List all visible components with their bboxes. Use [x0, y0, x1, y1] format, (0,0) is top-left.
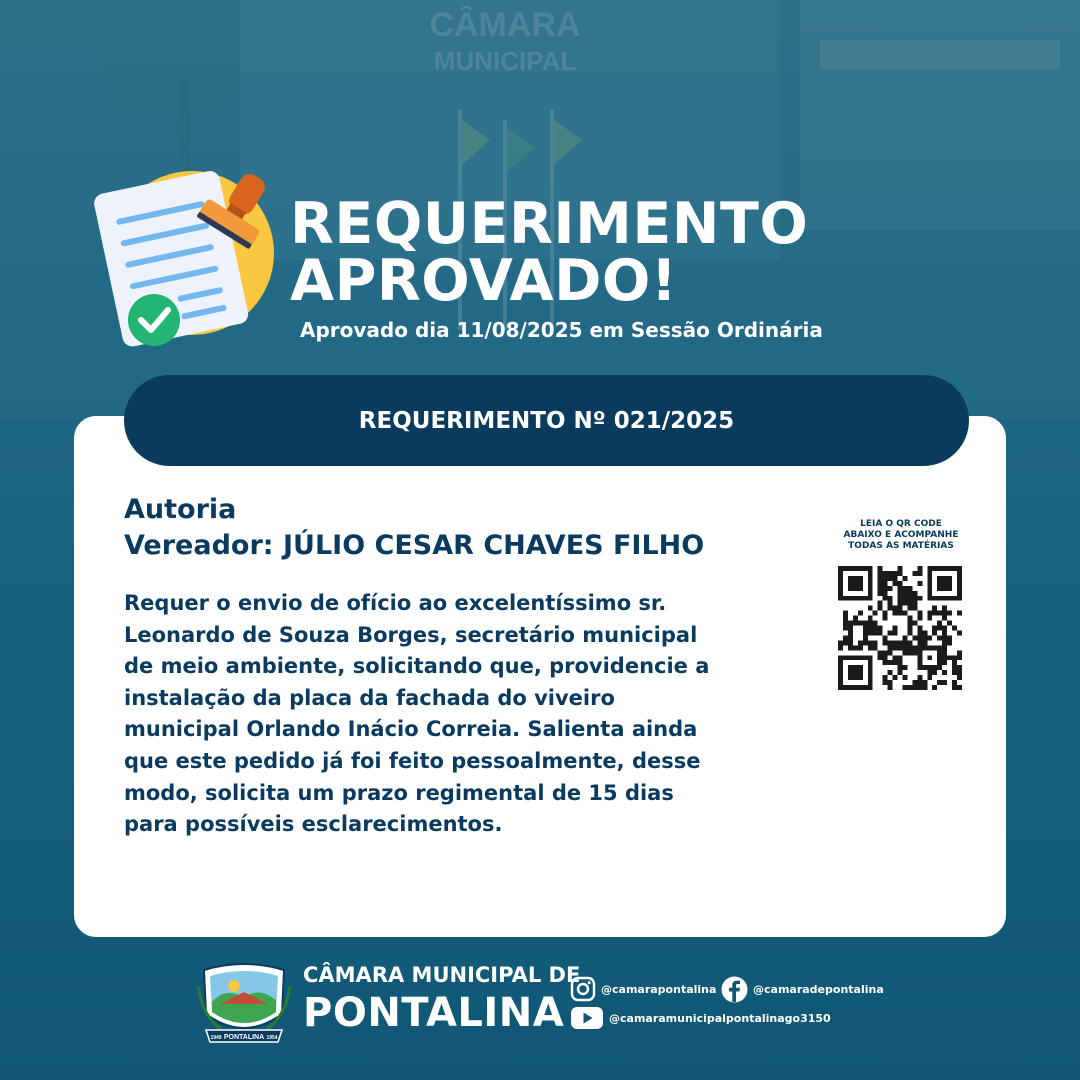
- authorship-block: [124, 492, 704, 564]
- requerimento-number-banner: [124, 375, 969, 466]
- emblem-year-right: 1954: [266, 1035, 278, 1041]
- qr-code-icon[interactable]: [838, 566, 962, 690]
- description-line: para possíveis esclarecimentos.: [124, 812, 503, 837]
- description-line: modo, solicita um prazo regimental de 15 dias: [124, 780, 674, 805]
- description-line: instalação da placa da fachada do viveiro: [124, 685, 615, 710]
- organization-name: [303, 961, 580, 1037]
- qr-caption-line: ABAIXO E ACOMPANHE: [843, 530, 959, 540]
- organization-name-line1: CÂMARA MUNICIPAL DE: [303, 963, 581, 987]
- emblem-ribbon-text: PONTALINA: [223, 1034, 265, 1041]
- qr-caption-line: TODAS AS MATÉRIAS: [848, 541, 954, 551]
- instagram-handle: @camarapontalina: [601, 982, 717, 996]
- approval-subtitle: Aprovado dia 11/08/2025 em Sessão Ordinária: [300, 318, 823, 342]
- instagram-icon: [570, 976, 596, 1002]
- building-sign-line2: MUNICIPAL: [433, 46, 577, 76]
- councilor-name: Vereador: JÚLIO CESAR CHAVES FILHO: [124, 530, 705, 561]
- qr-caption: [826, 519, 976, 552]
- facebook-link[interactable]: [721, 976, 884, 1003]
- approved-document-icon: [84, 158, 284, 358]
- coat-of-arms-icon: [196, 956, 292, 1052]
- building-sign-line1: CÂMARA: [429, 6, 581, 44]
- description-line: Leonardo de Souza Borges, secretário municipal: [124, 622, 698, 647]
- description-line: que este pedido já foi feito pessoalmente, desse: [124, 748, 701, 773]
- description-line: Requer o envio de ofício ao excelentíssimo sr.: [124, 591, 667, 615]
- headline-line1: REQUERIMENTO: [290, 191, 809, 257]
- authorship-label: Autoria: [124, 494, 237, 525]
- youtube-link[interactable]: [570, 1006, 831, 1030]
- youtube-icon: [570, 1006, 604, 1030]
- requerimento-number: REQUERIMENTO Nº 021/2025: [358, 407, 735, 434]
- qr-caption-line: LEIA O QR CODE: [860, 519, 942, 529]
- description-line: de meio ambiente, solicitando que, providencie a: [124, 654, 710, 679]
- emblem-year-left: 1949: [210, 1035, 222, 1041]
- facebook-handle: @camaradepontalina: [753, 983, 884, 996]
- organization-name-line2: PONTALINA: [303, 990, 565, 1036]
- description-line: municipal Orlando Inácio Correia. Salienta ainda: [124, 717, 698, 742]
- headline: [290, 191, 809, 314]
- facebook-icon: [721, 976, 748, 1003]
- instagram-link[interactable]: [570, 976, 716, 1002]
- headline-line2: APROVADO!: [290, 248, 678, 314]
- request-description: [124, 588, 784, 841]
- youtube-handle: @camaramunicipalpontalinago3150: [609, 1011, 831, 1025]
